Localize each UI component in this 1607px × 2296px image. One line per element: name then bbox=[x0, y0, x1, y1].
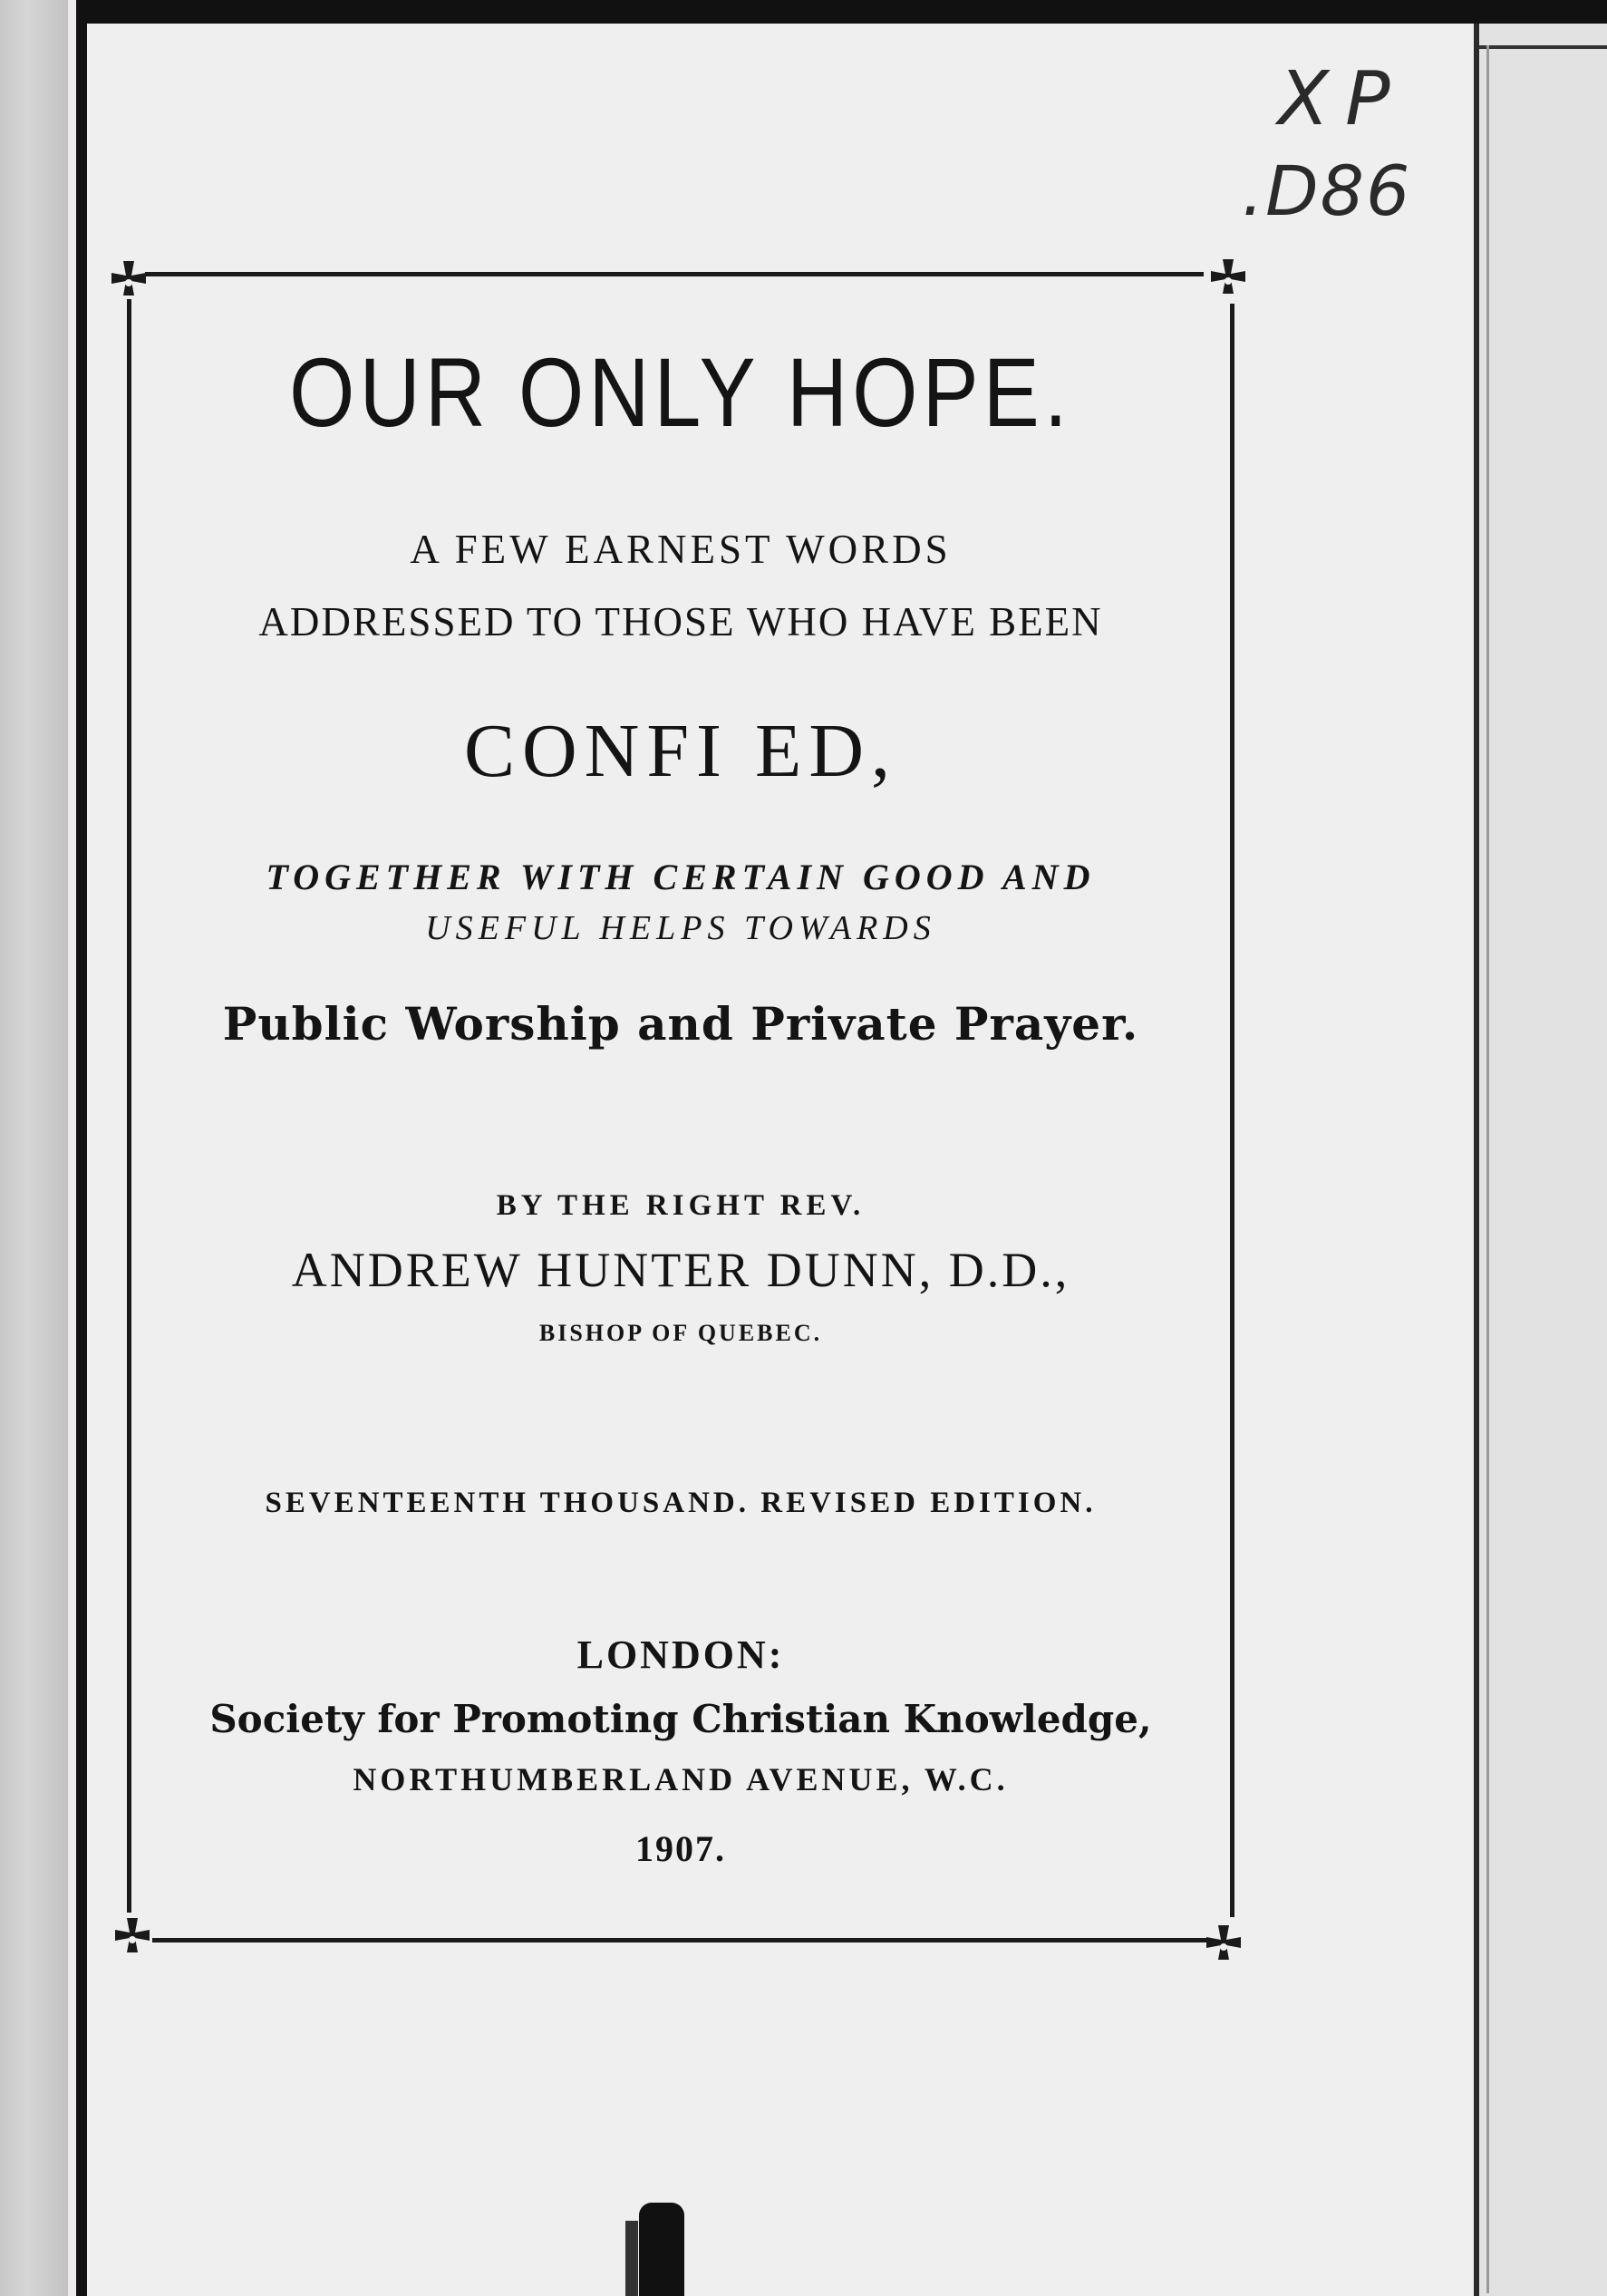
publication-year: 1907. bbox=[635, 1828, 726, 1869]
shelfmark-line-1: XP bbox=[1278, 56, 1407, 142]
publisher-name: Society for Promoting Christian Knowledge, bbox=[209, 1697, 1152, 1741]
cross-ornament-icon bbox=[103, 257, 154, 308]
subtitle-line-2: ADDRESSED TO THOSE WHO HAVE BEEN bbox=[258, 599, 1103, 644]
right-margin-line bbox=[1486, 45, 1489, 2293]
shelfmark-line-2: .D86 bbox=[1242, 150, 1412, 231]
publisher-address: NORTHUMBERLAND AVENUE, W.C. bbox=[353, 1761, 1009, 1797]
author-name: ANDREW HUNTER DUNN, D.D., bbox=[291, 1243, 1070, 1297]
scan-clip-shadow bbox=[625, 2221, 638, 2296]
edition-statement: SEVENTEENTH THOUSAND. REVISED EDITION. bbox=[265, 1487, 1097, 1519]
author-title: BISHOP OF QUEBEC. bbox=[538, 1320, 823, 1346]
subtitle-line-1: A FEW EARNEST WORDS bbox=[410, 527, 952, 572]
subtitle-line-3: CONFI ED, bbox=[463, 709, 897, 793]
scan-clip-artifact bbox=[639, 2203, 684, 2296]
blackletter-line: Public Worship and Private Prayer. bbox=[222, 997, 1139, 1051]
publication-place: LONDON: bbox=[576, 1632, 785, 1677]
cross-ornament-icon bbox=[1203, 256, 1254, 306]
scan-left-margin bbox=[0, 0, 68, 2296]
border-bottom bbox=[152, 1938, 1211, 1942]
italic-line-1: TOGETHER WITH CERTAIN GOOD AND bbox=[266, 857, 1096, 897]
italic-line-2: USEFUL HELPS TOWARDS bbox=[425, 909, 936, 947]
scan-right-margin bbox=[1479, 24, 1607, 2296]
cross-ornament-icon bbox=[1198, 1922, 1249, 1972]
cross-ornament-icon bbox=[107, 1914, 158, 1965]
book-spine-edge bbox=[76, 0, 87, 2296]
border-top bbox=[145, 272, 1204, 276]
scan-top-edge bbox=[76, 0, 1607, 24]
right-margin-rule bbox=[1479, 45, 1607, 49]
book-title: OUR ONLY HOPE. bbox=[289, 337, 1072, 447]
by-line: BY THE RIGHT REV. bbox=[496, 1189, 866, 1222]
